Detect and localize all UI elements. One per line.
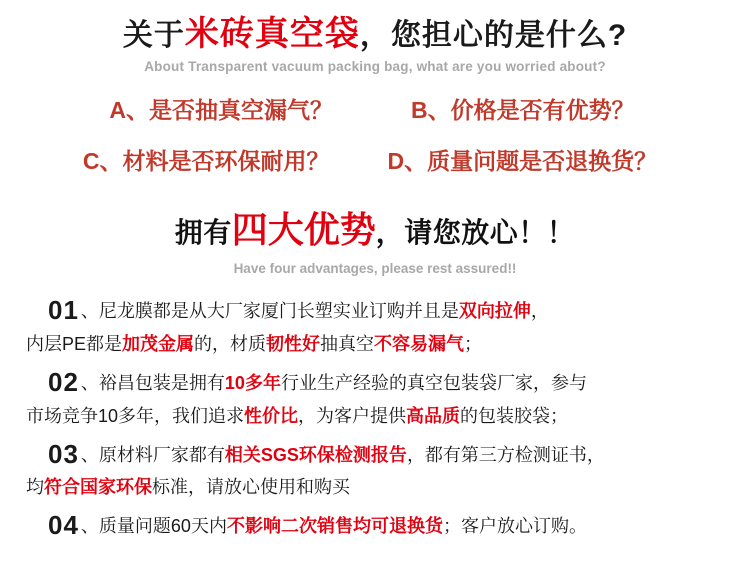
list-item-line-1-text bbox=[81, 445, 605, 465]
question-d-text: 质量问题是否退换货？ bbox=[427, 148, 658, 175]
highlight-text: 不容易漏气 bbox=[374, 334, 465, 355]
list-item bbox=[26, 292, 732, 358]
advantage-prefix: 拥有 bbox=[174, 217, 232, 249]
body-text: 标准，请放心使用和购买 bbox=[152, 477, 350, 498]
body-text: 的，材质 bbox=[194, 334, 267, 355]
question-a-label: A、 bbox=[109, 97, 149, 124]
list-item-number: 03 bbox=[48, 438, 79, 469]
list-item bbox=[26, 364, 732, 430]
question-b bbox=[395, 92, 651, 125]
question-a-text: 是否抽真空漏气？ bbox=[149, 97, 333, 124]
advantage-list bbox=[0, 292, 750, 545]
list-item-number: 02 bbox=[48, 367, 79, 398]
body-text: ，为客户提供 bbox=[298, 405, 407, 426]
highlight-text: 韧性好 bbox=[266, 334, 321, 355]
advantage-banner bbox=[0, 202, 750, 276]
headline-suffix: ，您担心的是什么? bbox=[359, 19, 628, 52]
question-row-2 bbox=[0, 143, 750, 176]
headline-product: 米砖真空袋 bbox=[184, 15, 360, 53]
list-item-line-1 bbox=[26, 507, 732, 545]
list-item-line-1 bbox=[26, 292, 732, 330]
list-item-line-1-text bbox=[81, 516, 587, 536]
list-item-number: 04 bbox=[48, 510, 79, 541]
highlight-text: 双向拉伸 bbox=[458, 301, 531, 322]
body-text: 、尼龙膜都是从大厂家厦门长塑实业订购并且是 bbox=[80, 301, 459, 322]
headline-subtitle: About Transparent vacuum packing bag, what are you worried about? bbox=[144, 59, 606, 75]
list-item-line-1-text bbox=[81, 301, 549, 321]
highlight-text: 符合国家环保 bbox=[44, 477, 152, 498]
body-text: 内层PE都是 bbox=[26, 334, 123, 355]
question-row-1 bbox=[0, 92, 750, 125]
body-text: ；客户放心订购。 bbox=[442, 516, 587, 537]
body-text: 均 bbox=[26, 477, 44, 498]
body-text: ； bbox=[464, 334, 483, 355]
highlight-text: 相关SGS环保检测报告 bbox=[224, 444, 407, 465]
body-text: ，都有第三方检测证书， bbox=[406, 444, 605, 465]
list-item-line-1 bbox=[26, 436, 732, 474]
body-text: 抽真空 bbox=[320, 334, 375, 355]
list-item-line-2-text bbox=[26, 403, 732, 430]
headline-block bbox=[0, 0, 750, 74]
body-text: 、原材料厂家都有 bbox=[80, 444, 225, 465]
question-b-label: B、 bbox=[411, 97, 451, 124]
list-item-line-2-text bbox=[26, 474, 732, 501]
body-text: ，参与 bbox=[532, 373, 587, 394]
list-item-line-2-text bbox=[26, 331, 732, 358]
advantage-suffix: ，请您放心！！ bbox=[375, 217, 576, 249]
body-text: ， bbox=[530, 301, 549, 322]
headline-prefix: 关于 bbox=[122, 19, 185, 52]
advantage-highlight: 四大优势 bbox=[231, 209, 376, 251]
list-item bbox=[26, 507, 732, 545]
highlight-text: 高品质 bbox=[406, 405, 461, 426]
list-item-line-1 bbox=[26, 364, 732, 402]
question-b-text: 价格是否有优势？ bbox=[450, 97, 635, 124]
list-item-number: 01 bbox=[48, 295, 79, 326]
question-c-text: 材料是否环保耐用？ bbox=[122, 148, 330, 175]
body-text: 的包装胶袋； bbox=[460, 405, 569, 426]
highlight-text: 不影响二次销售均可退换货 bbox=[226, 516, 443, 537]
question-d bbox=[372, 143, 674, 176]
body-text: 、裕昌包装是拥有 bbox=[80, 373, 225, 394]
body-text: 、质量问题60天内 bbox=[80, 516, 227, 537]
body-text: 市场竞争10多年，我们追求 bbox=[26, 405, 245, 426]
highlight-text: 加茂金属 bbox=[122, 334, 195, 355]
headline-main bbox=[0, 16, 750, 53]
question-d-label: D、 bbox=[387, 148, 428, 175]
highlight-text: 性价比 bbox=[244, 405, 299, 426]
list-item-line-1-text bbox=[81, 373, 587, 393]
body-text: 行业生产经验的真空包装袋厂家 bbox=[280, 373, 533, 394]
advantage-banner-main bbox=[0, 202, 750, 253]
question-a bbox=[93, 92, 349, 125]
question-c-label: C、 bbox=[82, 148, 123, 175]
question-c bbox=[67, 143, 346, 176]
list-item bbox=[26, 436, 732, 502]
highlight-text: 10多年 bbox=[224, 373, 281, 394]
advantage-subtitle: Have four advantages, please rest assured!! bbox=[233, 261, 517, 277]
